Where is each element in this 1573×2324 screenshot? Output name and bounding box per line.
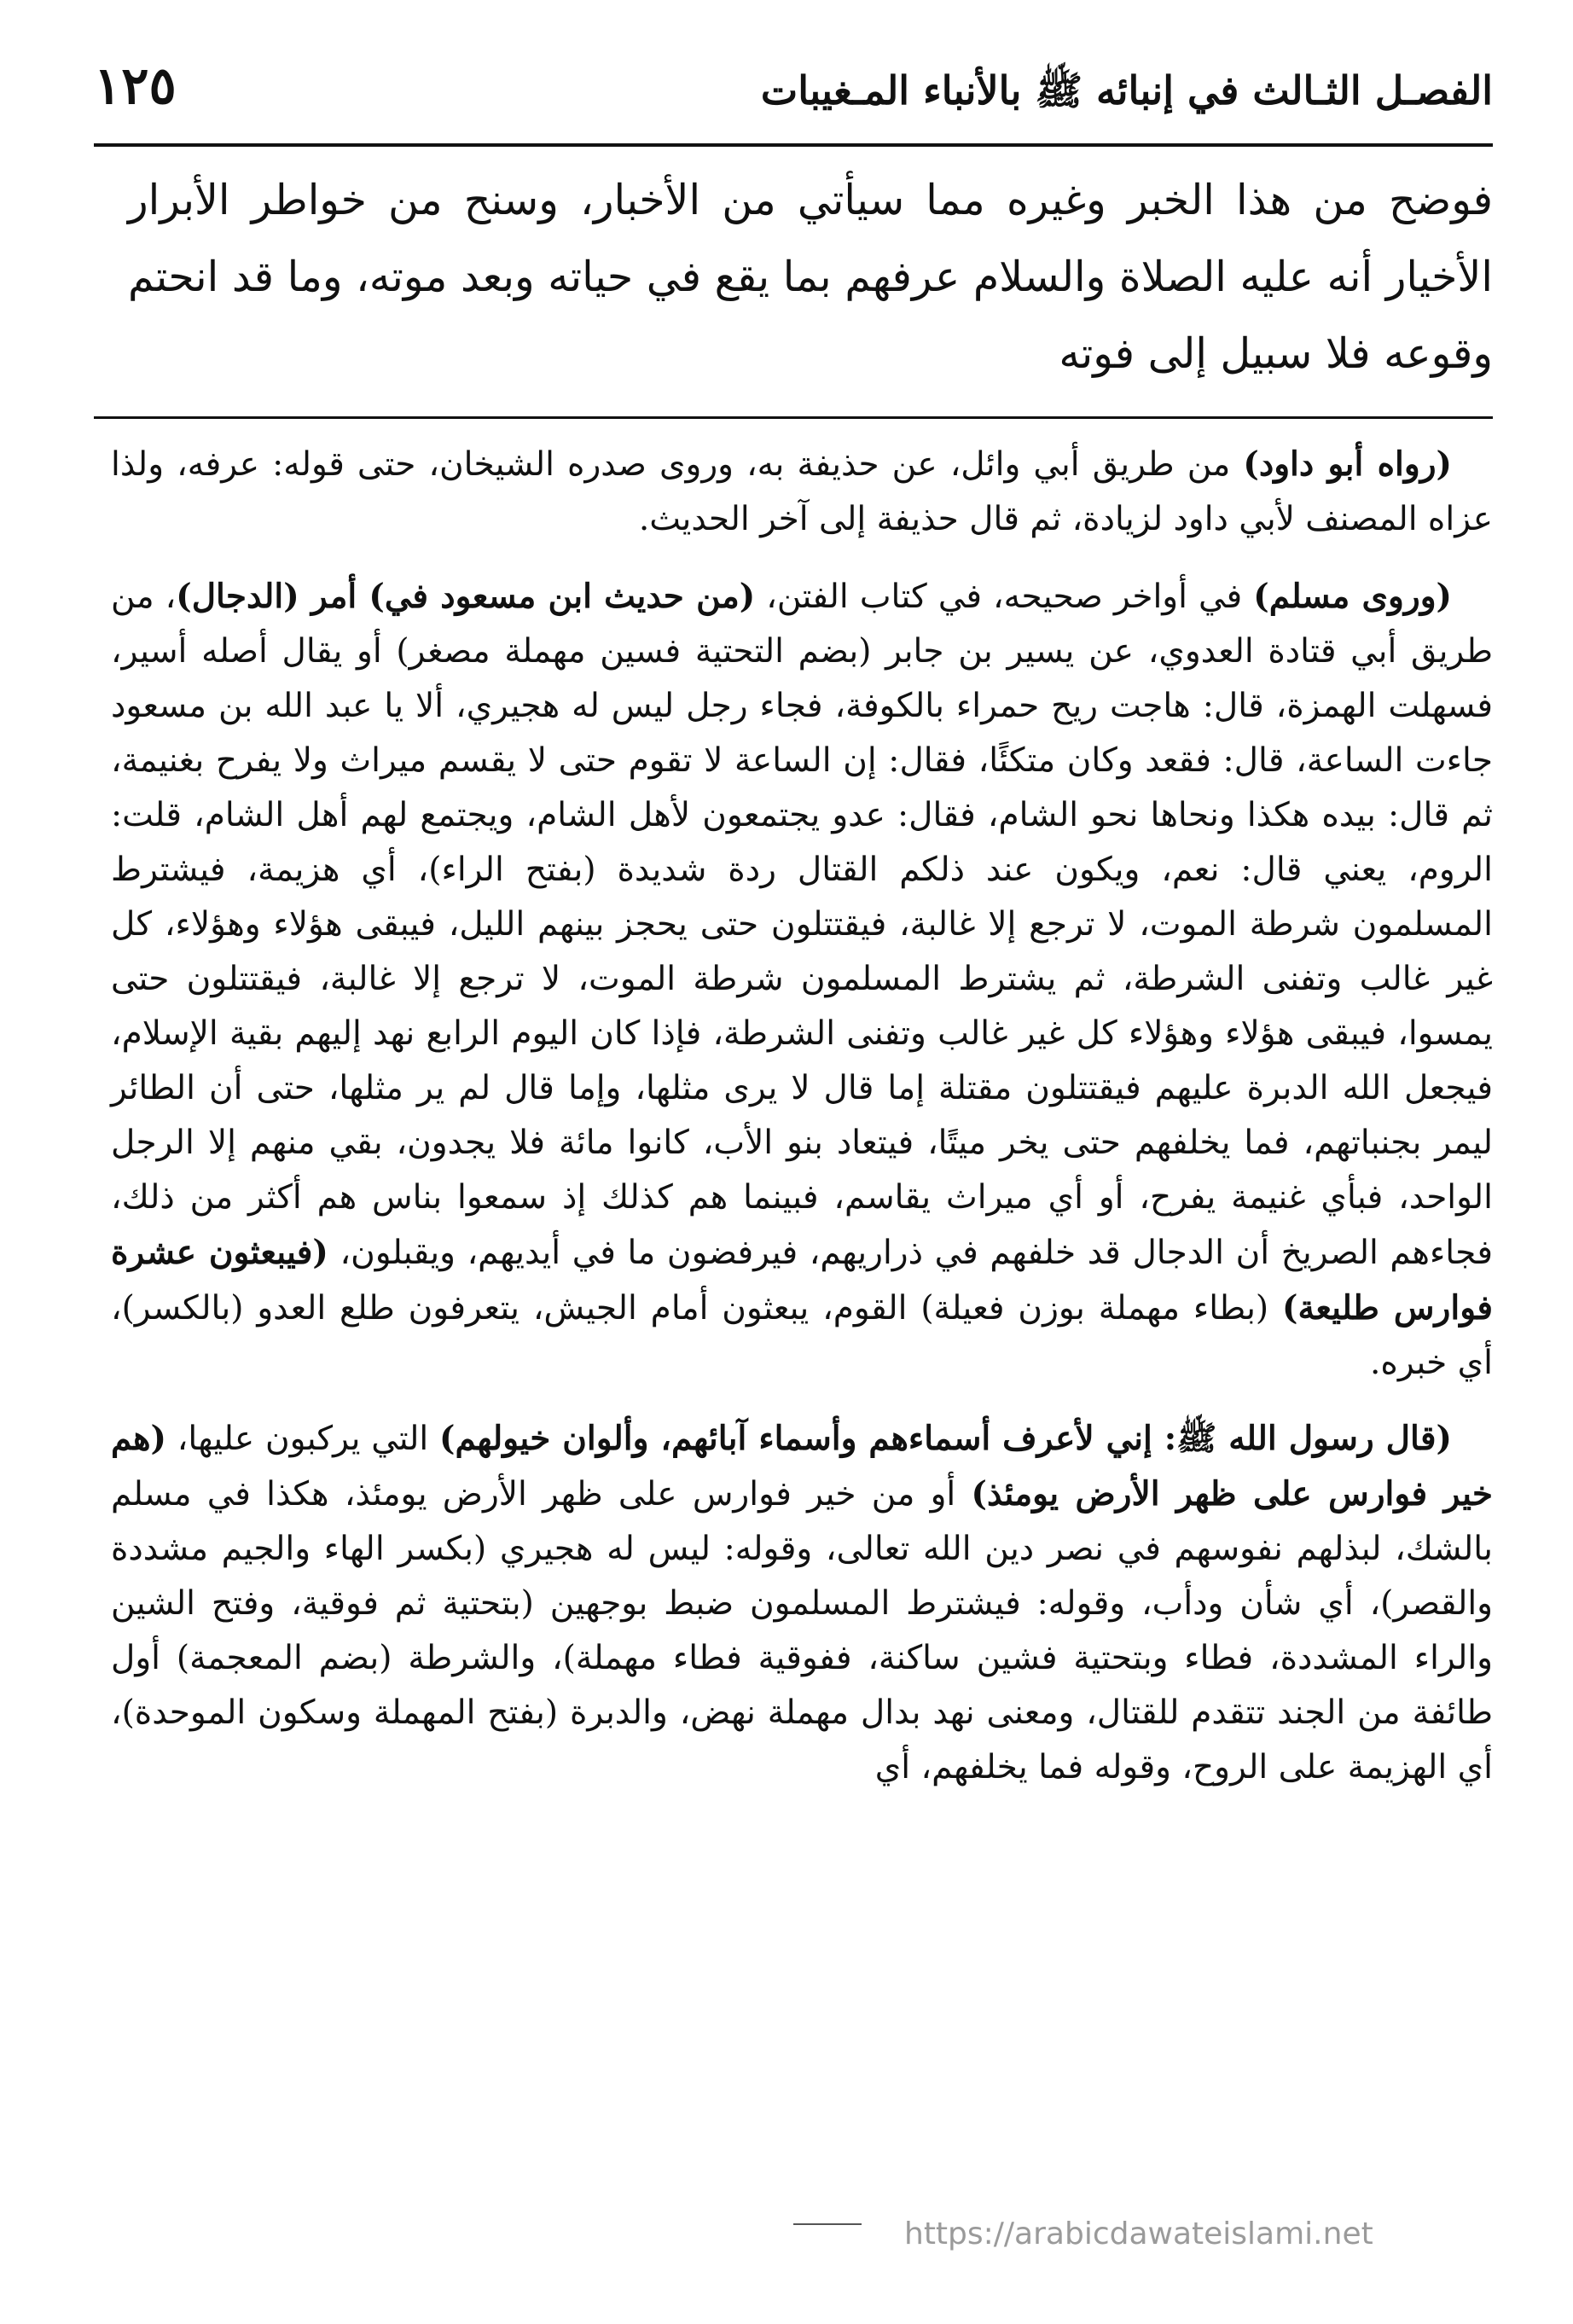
main-text: فوضح من هذا الخبر وغيره مما سيأتي من الأخبار، وسنح من خواطر الأبرار الأخيار أنه عليه الصلاة والسلام عرفهم بما يقع في حياته وبعد موته، وما قد انحتم وقوعه فلا سبيل إلى فوته xyxy=(128,176,1493,378)
running-title: الفصـل الثـالث في إنبائه ﷺ بالأنباء المـغيبات xyxy=(760,67,1493,113)
page-header xyxy=(94,51,1493,145)
hadith-quote: (من حديث ابن مسعود في) أمر (الدجال) xyxy=(176,577,756,616)
commentary-text: أو من خير فوارس على ظهر الأرض يومئذ، هكذا في مسلم بالشك، لبذلهم نفوسهم في نصر دين الله تعالى، وقوله: ليس له هجيري (بكسر الهاء والجيم مشددة والقصر)، أي شأن ودأب، وقوله: فيشترط المسلمون ضبط بوجهين (بتحتية ثم فوقية، وفتح الشين والراء المشددة، فطاء وبتحتية فشين ساكنة، ففوقية فطاء مهملة)، والشرطة (بضم المعجمة) أول طائفة من الجند تتقدم للقتال، ومعنى نهد بدال مهملة نهض، والدبرة (بفتح المهملة وسكون الموحدة)، أي الهزيمة على الروح، وقوله فما يخلفهم، أي xyxy=(111,1475,1493,1787)
commentary-paragraph xyxy=(111,1411,1493,1795)
watermark-url: https://arabicdawateislami.net xyxy=(904,2217,1373,2251)
commentary-text: في أواخر صحيحه، في كتاب الفتن، xyxy=(755,578,1254,616)
commentary-text: ، من طريق أبي قتادة العدوي، عن يسير بن جابر (بضم التحتية فسين مهملة مصغر) أو يقال أصله أسير، فسهلت الهمزة، قال: هاجت ريح حمراء بالكوفة، فجاء رجل ليس له هجيري، ألا يا عبد الله بن مسعود جاءت الساعة، قال: فقعد وكان متكئًا، فقال: إن الساعة لا تقوم حتى لا يقسم ميراث ولا يفرح بغنيمة، ثم قال: بيده هكذا ونحاها نحو الشام، فقال: عدو يجتمعون لأهل الشام، ويجتمع لهم أهل الشام، قلت: الروم، يعني قال: نعم، ويكون عند ذلكم القتال ردة شديدة (بفتح الراء)، أي هزيمة، فيشترط المسلمون شرطة الموت، لا ترجع إلا غالبة، فيقتتلون حتى يحجز بينهم الليل، فيبقى هؤلاء وهؤلاء، كل غير غالب وتفنى الشرطة، ثم يشترط المسلمون شرطة الموت، لا ترجع إلا غالبة، فيقتتلون حتى يمسوا، فيبقى هؤلاء وهؤلاء كل غير غالب وتفنى الشرطة، فإذا كان اليوم الرابع نهد إليهم بقية الإسلام، فيجعل الله الدبرة عليهم فيقتتلون مقتلة إما قال لا يرى مثلها، وإما قال لم ير مثلها، حتى أن الطائر ليمر بجنباتهم، فما يخلفهم حتى يخر ميتًا، فيتعاد بنو الأب، كانوا مائة فلا يجدون، بقي منهم إلا الرجل الواحد، فبأي غنيمة يفرح، أو أي ميراث يقاسم، فبينما هم كذلك إذ سمعوا بناس هم أكثر من ذلك، فجاءهم الصريخ أن الدجال قد خلفهم في ذراريهم، فيرفضون ما في أيديهم، ويقبلون، xyxy=(111,578,1493,1272)
commentary-paragraph xyxy=(111,569,1493,1391)
commentary xyxy=(111,437,1493,1816)
header-divider xyxy=(94,143,1493,147)
commentary-divider xyxy=(94,416,1493,419)
end-mark xyxy=(793,2223,862,2225)
hadith-lead: (وروى مسلم) xyxy=(1253,577,1453,616)
commentary-paragraph xyxy=(111,437,1493,547)
page-number: ١٢٥ xyxy=(94,56,177,116)
hadith-quote: (فيبعثون عشرة فوارس طليعة) xyxy=(111,1233,1493,1328)
hadith-lead: (رواه أبو داود) xyxy=(1243,444,1452,484)
commentary-text: التي يركبون عليها، xyxy=(165,1420,440,1458)
commentary-text: من طريق أبي وائل، عن حذيفة به، وروى صدره الشيخان، حتى قوله: عرفه، ولذا عزاه المصنف لأبي داود لزيادة، ثم قال حذيفة إلى آخر الحديث. xyxy=(111,445,1493,538)
hadith-quote: (قال رسول الله ﷺ: إني لأعرف أسماءهم وأسماء آبائهم، وألوان خيولهم) xyxy=(439,1419,1452,1458)
hadith-quote: (هم خير فوارس على ظهر الأرض يومئذ) xyxy=(111,1419,1493,1514)
commentary-text: (بطاء مهملة بوزن فعيلة) القوم، يبعثون أمام الجيش، يتعرفون طلع العدو (بالكسر)، أي خبره. xyxy=(111,1289,1493,1382)
